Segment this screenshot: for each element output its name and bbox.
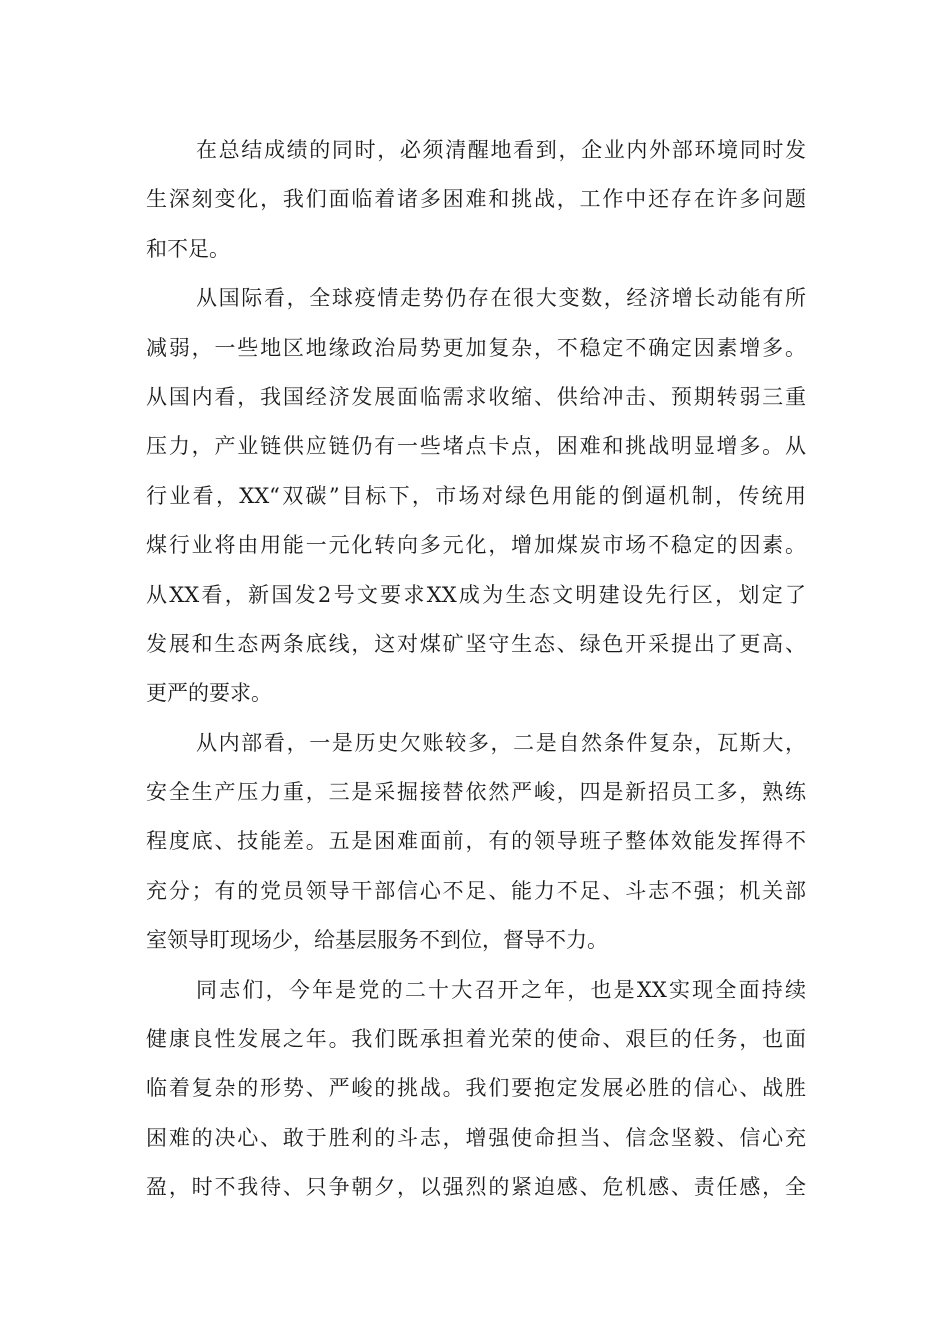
paragraph-3 — [146, 719, 806, 966]
document-body — [146, 126, 806, 1213]
text-line: 煤行业将由用能一元化转向多元化，增加煤炭市场不稳定的因素。 — [146, 533, 806, 558]
text-line: 临着复杂的形势、严峻的挑战。我们要抱定发展必胜的信心、战胜 — [146, 1076, 806, 1101]
text-line: 室领导盯现场少，给基层服务不到位，督导不力。 — [146, 928, 608, 953]
text-line: 充分；有的党员领导干部信心不足、能力不足、斗志不强；机关部 — [146, 878, 806, 903]
paragraph-4 — [146, 966, 806, 1213]
text-line: 同志们，今年是党的二十大召开之年，也是XX实现全面持续 — [196, 977, 806, 1002]
text-line: 在总结成绩的同时，必须清醒地看到，企业内外部环境同时发 — [196, 138, 806, 162]
text-line: 和不足。 — [146, 236, 230, 261]
text-line: 从国际看，全球疫情走势仍存在很大变数，经济增长动能有所 — [196, 286, 806, 311]
text-line: 行业看，XX“双碳”目标下，市场对绿色用能的倒逼机制，传统用 — [146, 483, 806, 508]
text-line: 压力，产业链供应链仍有一些堵点卡点，困难和挑战明显增多。从 — [146, 434, 806, 459]
text-line: 从内部看，一是历史欠账较多，二是自然条件复杂，瓦斯大， — [196, 730, 806, 755]
text-line: 发展和生态两条底线，这对煤矿坚守生态、绿色开采提出了更高、 — [146, 631, 806, 656]
text-line: 程度底、技能差。五是困难面前，有的领导班子整体效能发挥得不 — [146, 829, 806, 854]
text-line: 盈，时不我待、只争朝夕，以强烈的紧迫感、危机感、责任感，全 — [146, 1175, 806, 1200]
text-line: 安全生产压力重，三是采掘接替依然严峻，四是新招员工多，熟练 — [146, 780, 806, 805]
text-line: 更严的要求。 — [146, 681, 272, 706]
text-line: 从国内看，我国经济发展面临需求收缩、供给冲击、预期转弱三重 — [146, 384, 806, 409]
text-line: 生深刻变化，我们面临着诸多困难和挑战，工作中还存在许多问题 — [146, 187, 806, 212]
text-line: 健康良性发展之年。我们既承担着光荣的使命、艰巨的任务，也面 — [146, 1027, 806, 1052]
paragraph-1 — [146, 126, 806, 274]
text-line: 困难的决心、敢于胜利的斗志，增强使命担当、信念坚毅、信心充 — [146, 1125, 806, 1150]
text-line: 减弱，一些地区地缘政治局势更加复杂，不稳定不确定因素增多。 — [146, 335, 806, 360]
paragraph-2 — [146, 274, 806, 719]
text-line: 从XX看，新国发2号文要求XX成为生态文明建设先行区，划定了 — [146, 582, 806, 607]
